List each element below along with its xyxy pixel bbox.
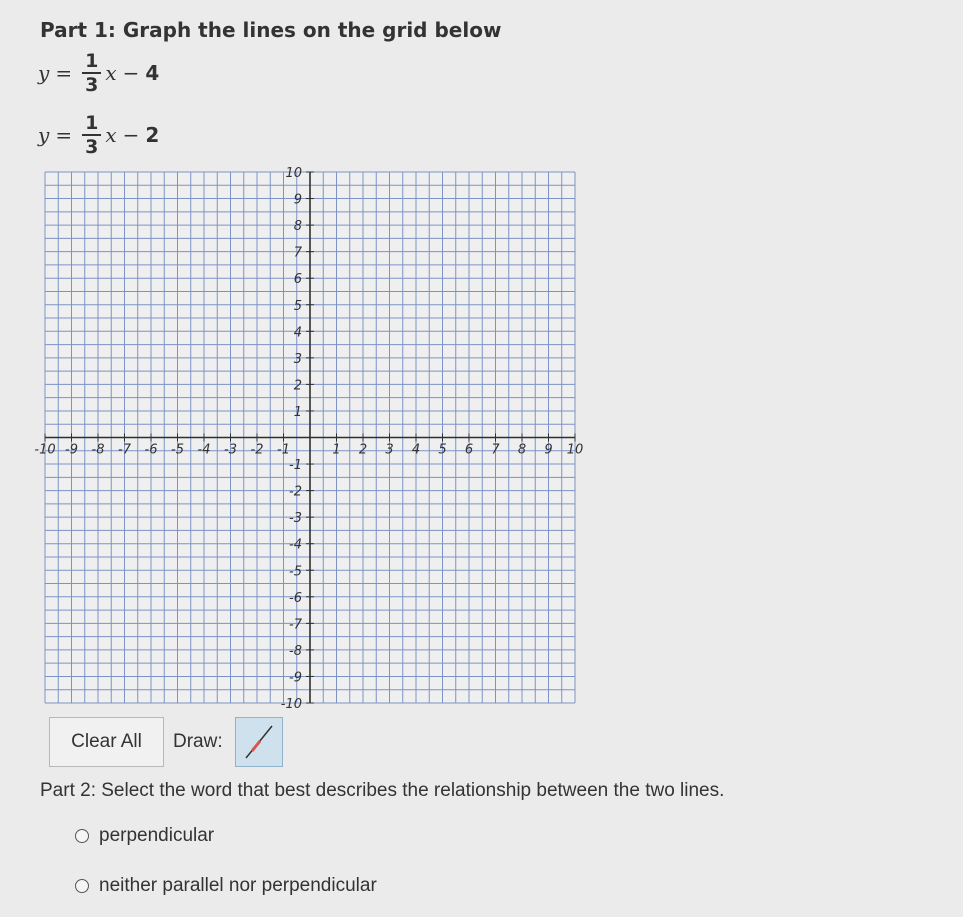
equation-2-variable: x xyxy=(105,123,117,147)
part2-title: Part 2: Select the word that best describes the relationship between the two lines. xyxy=(40,780,725,801)
y-tick-label: -3 xyxy=(289,511,302,527)
equation-2-equals: = xyxy=(55,123,73,147)
equation-1-constant: 4 xyxy=(145,61,160,85)
radio-button[interactable] xyxy=(75,879,89,893)
y-tick-label: -5 xyxy=(289,564,302,580)
x-tick-label: -10 xyxy=(34,442,56,458)
y-tick-label: 7 xyxy=(293,245,302,261)
equation-2-lhs: y xyxy=(38,123,50,147)
y-tick-label: 1 xyxy=(293,404,302,420)
y-tick-label: -7 xyxy=(289,617,302,633)
x-tick-label: 8 xyxy=(517,442,527,458)
x-tick-label: 10 xyxy=(566,442,584,458)
x-tick-label: 3 xyxy=(385,442,394,458)
equation-2-denominator: 3 xyxy=(82,134,101,158)
y-tick-label: 5 xyxy=(293,298,302,314)
x-tick-label: 6 xyxy=(464,442,474,458)
x-tick-label: 7 xyxy=(491,442,500,458)
x-tick-label: -4 xyxy=(197,442,211,458)
y-tick-label: 10 xyxy=(285,166,302,181)
x-tick-label: 5 xyxy=(438,442,447,458)
equation-2-operator: − xyxy=(122,123,140,147)
x-tick-label: -6 xyxy=(144,442,158,458)
option-neither[interactable] xyxy=(75,875,377,897)
y-tick-label: -1 xyxy=(289,458,302,474)
x-tick-label: -7 xyxy=(118,442,131,458)
equation-1-equals: = xyxy=(55,61,73,85)
equation-2-constant: 2 xyxy=(145,123,160,147)
equation-2-numerator: 1 xyxy=(85,112,99,134)
option-perpendicular[interactable] xyxy=(75,825,214,847)
option-label: perpendicular xyxy=(99,825,215,846)
y-tick-label: -2 xyxy=(289,484,302,500)
y-tick-label: -10 xyxy=(280,697,302,712)
y-tick-label: 2 xyxy=(293,378,302,394)
equation-1-denominator: 3 xyxy=(82,72,101,96)
x-tick-label: -5 xyxy=(171,442,184,458)
part1-title: Part 1: Graph the lines on the grid below xyxy=(40,18,502,42)
x-tick-label: 2 xyxy=(358,442,368,458)
x-tick-label: -1 xyxy=(277,442,290,458)
radio-button[interactable] xyxy=(75,829,89,843)
equation-1-numerator: 1 xyxy=(85,50,99,72)
equation-1-operator: − xyxy=(122,61,140,85)
drawing-controls xyxy=(49,717,283,767)
clear-all-button[interactable]: Clear All xyxy=(49,717,164,767)
draw-label: Draw: xyxy=(173,731,223,752)
x-tick-label: -3 xyxy=(224,442,237,458)
equation-1-lhs: y xyxy=(38,61,50,85)
y-tick-label: -6 xyxy=(289,590,302,606)
y-tick-label: 3 xyxy=(293,351,302,367)
option-label: neither parallel nor perpendicular xyxy=(99,875,377,896)
y-tick-label: -8 xyxy=(289,643,302,659)
y-tick-label: 6 xyxy=(293,272,302,288)
x-tick-label: -8 xyxy=(91,442,105,458)
y-tick-label: 8 xyxy=(293,219,302,235)
x-tick-label: 9 xyxy=(544,442,553,458)
x-tick-label: -2 xyxy=(250,442,264,458)
line-segment-tool-icon xyxy=(236,718,282,766)
line-segment-tool-button[interactable] xyxy=(235,717,283,767)
x-tick-label: 4 xyxy=(411,442,421,458)
x-tick-label: -9 xyxy=(65,442,78,458)
y-tick-label: 9 xyxy=(293,192,302,208)
y-tick-label: -4 xyxy=(289,537,302,553)
equation-1-variable: x xyxy=(105,61,117,85)
y-tick-label: 4 xyxy=(293,325,302,341)
x-tick-label: 1 xyxy=(332,442,341,458)
y-tick-label: -9 xyxy=(289,670,302,686)
